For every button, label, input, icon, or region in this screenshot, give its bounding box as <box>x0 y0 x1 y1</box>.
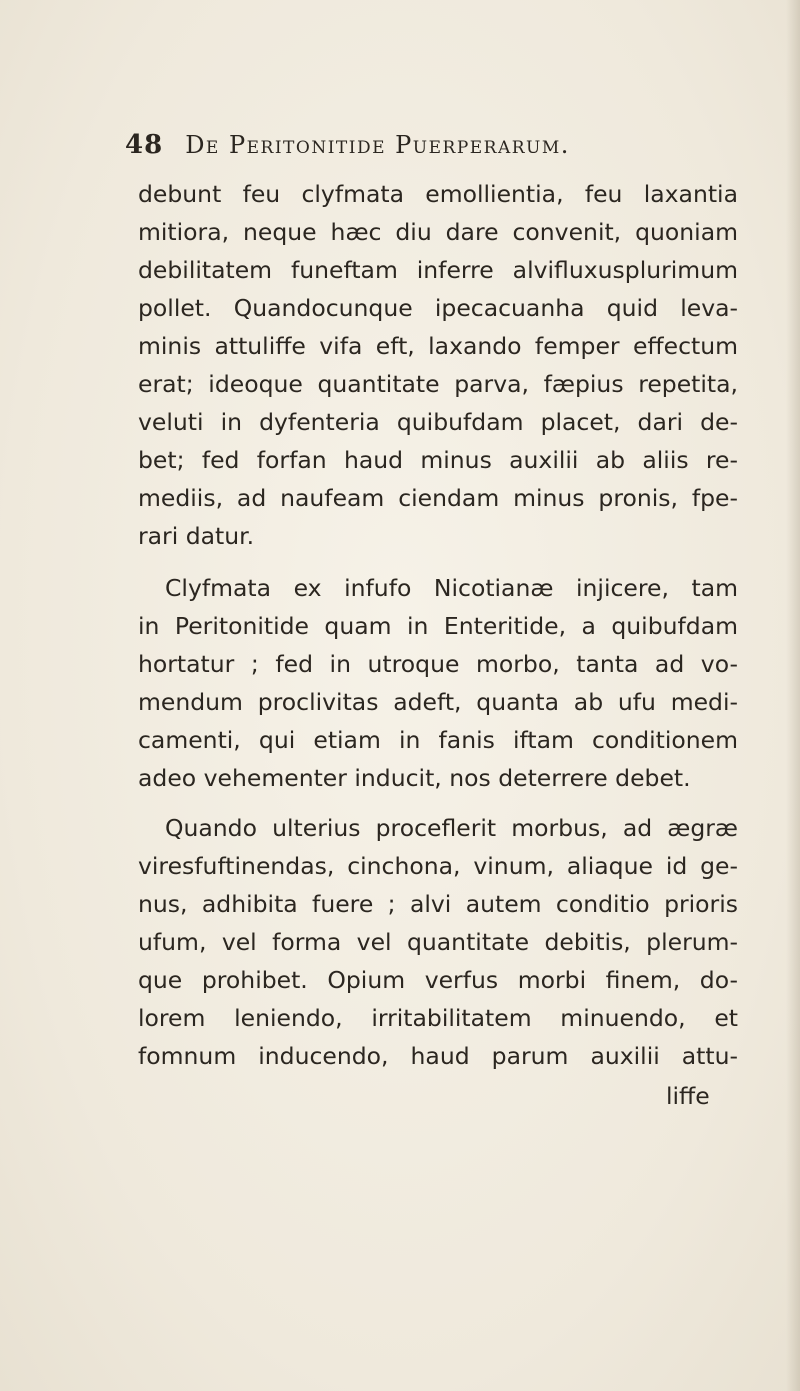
text-line: viresfuftinendas, cinchona, vinum, aliaque id ge- <box>138 852 738 880</box>
text-line: veluti in dyfenteria quibufdam placet, dari de- <box>138 408 738 436</box>
text-line: Quando ulterius proceflerit morbus, ad ægræ <box>165 814 738 842</box>
text-line: debilitatem funeftam inferre alvifluxusplurimum <box>138 256 738 284</box>
text-line: hortatur ; fed in utroque morbo, tanta ad vo- <box>138 650 738 678</box>
text-line: Clyfmata ex infufo Nicotianæ injicere, tam <box>165 574 738 602</box>
text-line: nus, adhibita fuere ; alvi autem conditio prioris <box>138 890 738 918</box>
page-number: 48 <box>125 130 164 160</box>
text-line: que prohibet. Opium verfus morbi finem, do- <box>138 966 738 994</box>
text-line: fomnum inducendo, haud parum auxilii attu- <box>138 1042 738 1070</box>
text-line: adeo vehementer inducit, nos deterrere debet. <box>138 764 691 792</box>
text-line: mediis, ad naufeam ciendam minus pronis, fpe- <box>138 484 738 512</box>
text-line: bet; fed forfan haud minus auxilii ab aliis re- <box>138 446 738 474</box>
text-line: rari datur. <box>138 522 255 550</box>
text-line: mitiora, neque hæc diu dare convenit, quoniam <box>138 218 738 246</box>
text-line: erat; ideoque quantitate parva, fæpius repetita, <box>138 370 738 398</box>
text-line: mendum proclivitas adeft, quanta ab ufu medi- <box>138 688 738 716</box>
catchword: liffe <box>666 1082 710 1110</box>
text-line: debunt feu clyfmata emollientia, feu laxantia <box>138 180 738 208</box>
text-line: lorem leniendo, irritabilitatem minuendo, et <box>138 1004 738 1032</box>
text-line: pollet. Quandocunque ipecacuanha quid leva- <box>138 294 738 322</box>
text-line: ufum, vel forma vel quantitate debitis, plerum- <box>138 928 738 956</box>
text-line: in Peritonitide quam in Enteritide, a quibufdam <box>138 612 738 640</box>
text-line: camenti, qui etiam in fanis iftam conditionem <box>138 726 738 754</box>
text-line: minis attuliffe vifa eft, laxando femper effectum <box>138 332 738 360</box>
running-title: De Peritonitide Puerperarum. <box>185 131 570 159</box>
